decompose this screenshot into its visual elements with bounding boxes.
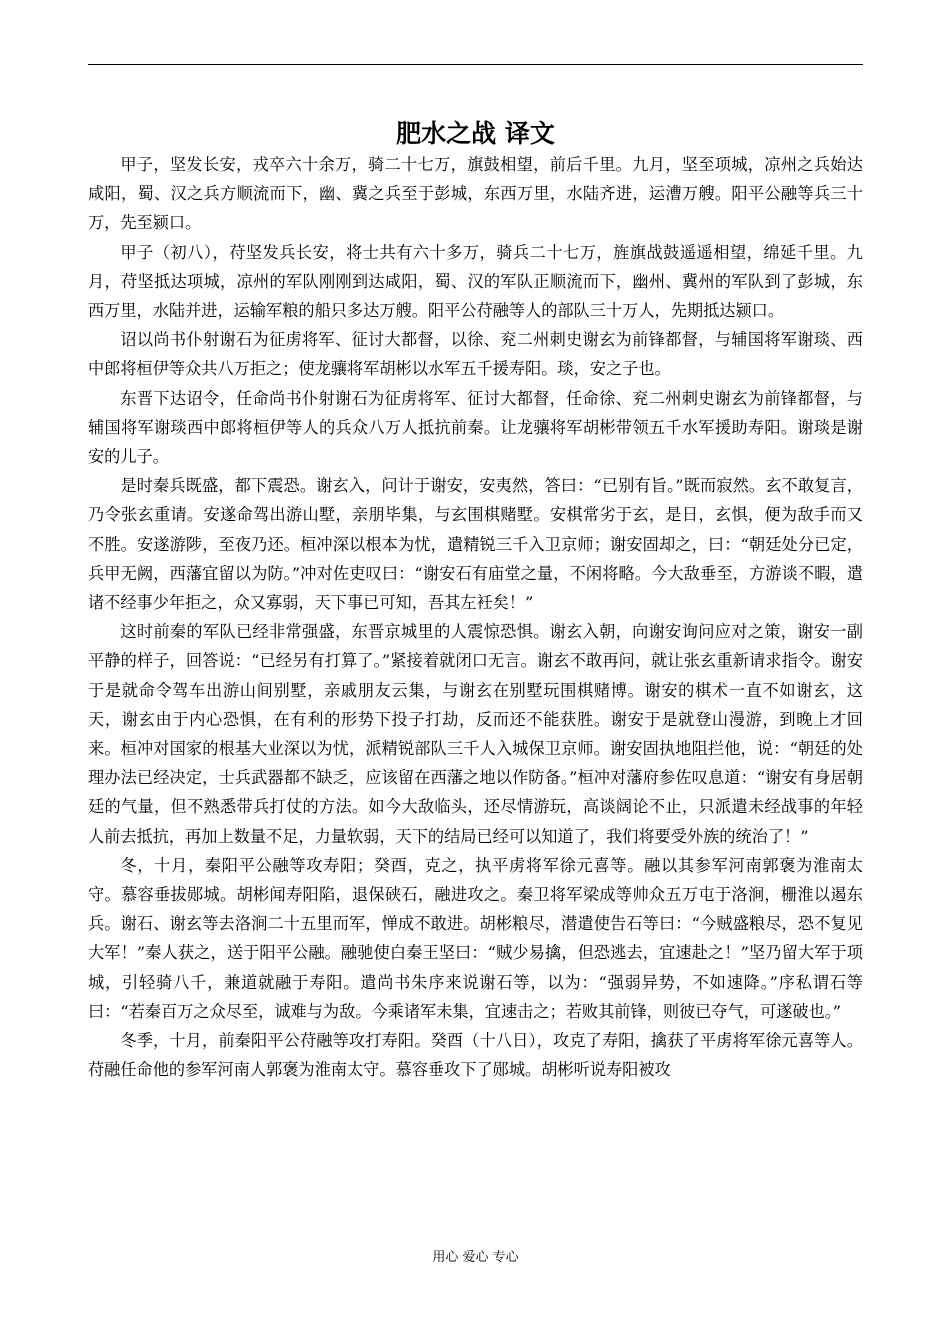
paragraph-translation-2: 东晋下达诏令，任命尚书仆射谢石为征虏将军、征讨大都督，任命徐、兖二州刺史谢玄为前锋都督，与辅国将军谢琰西中郎将桓伊等人的兵众八万人抵抗前秦。让龙骧将军胡彬带领五千水军援助寿阳。谢琰是谢安的儿子。 bbox=[88, 388, 863, 467]
paragraph-translation-3: 这时前秦的军队已经非常强盛，东晋京城里的人震惊恐惧。谢玄入朝，向谢安询问应对之策，谢安一副平静的样子，回答说：“已经另有打算了。”紧接着就闭口无言。谢玄不敢再问，就让张玄重新请求指令。谢安于是就命令驾车出游山间别墅，亲戚朋友云集，与谢玄在别墅玩围棋赌博。谢安的棋术一直不如谢玄，这天，谢玄由于内心恐惧，在有利的形势下投子打劫，反而还不能获胜。谢安于是就登山漫游，到晚上才回来。桓冲对国家的根基大业深以为忧，派精锐部队三千人入城保卫京师。谢安固执地阻拦他，说：“朝廷的处理办法已经决定，士兵武器都不缺乏，应该留在西藩之地以作防备。”桓冲对藩府参佐叹息道：“谢安有身居朝廷的气量，但不熟悉带兵打仗的方法。如今大敌临头，还尽情游玩，高谈阔论不止，只派遣未经战事的年轻人前去抵抗，再加上数量不足，力量软弱，天下的结局已经可以知道了，我们将要受外族的统治了！” bbox=[88, 622, 863, 846]
paragraph-translation-1: 甲子（初八），苻坚发兵长安，将士共有六十多万，骑兵二十七万，旌旗战鼓遥遥相望，绵延千里。九月，苻坚抵达项城，凉州的军队刚刚到达咸阳，蜀、汉的军队正顺流而下，幽州、冀州的军队到了彭城，东西万里，水陆并进，运输军粮的船只多达万艘。阳平公苻融等人的部队三十万人，先期抵达颍口。 bbox=[88, 242, 863, 321]
paragraph-original-2: 诏以尚书仆射谢石为征虏将军、征讨大都督，以徐、兖二州刺史谢玄为前锋都督，与辅国将军谢琰、西中郎将桓伊等众共八万拒之；使龙骧将军胡彬以水军五千援寿阳。琰，安之子也。 bbox=[88, 330, 863, 379]
paragraph-original-3: 是时秦兵既盛，都下震恐。谢玄入，问计于谢安，安夷然，答曰：“已别有旨。”既而寂然。玄不敢复言，乃令张玄重请。安遂命驾出游山墅，亲朋毕集，与玄围棋赌墅。安棋常劣于玄，是日，玄惧，便为敌手而又不胜。安遂游陟，至夜乃还。桓冲深以根本为忧，遣精锐三千入卫京师；谢安固却之，曰：“朝廷处分已定，兵甲无阙，西藩宜留以为防。”冲对佐吏叹曰：“谢安石有庙堂之量，不闲将略。今大敌垂至，方游谈不暇，遣诸不经事少年拒之，众又寡弱，天下事已可知，吾其左衽矣！” bbox=[88, 476, 863, 613]
document-body bbox=[88, 150, 863, 1085]
header-rule bbox=[88, 64, 863, 65]
page-title: 肥水之战 译文 bbox=[396, 119, 555, 148]
paragraph-original-1: 甲子，坚发长安，戎卒六十余万，骑二十七万，旗鼓相望，前后千里。九月，坚至项城，凉州之兵始达咸阳，蜀、汉之兵方顺流而下，幽、冀之兵至于彭城，东西万里，水陆齐进，运漕万艘。阳平公融等兵三十万，先至颍口。 bbox=[88, 155, 863, 233]
page-footer: 用心 爱心 专心 bbox=[432, 1250, 519, 1265]
paragraph-original-4: 冬，十月，秦阳平公融等攻寿阳；癸酉，克之，执平虏将军徐元喜等。融以其参军河南郭褒为淮南太守。慕容垂拔郧城。胡彬闻寿阳陷，退保硖石，融进攻之。秦卫将军梁成等帅众五万屯于洛涧，栅淮以遏东兵。谢石、谢玄等去洛涧二十五里而军，惮成不敢进。胡彬粮尽，潜遣使告石等曰：“今贼盛粮尽，恐不复见大军！”秦人获之，送于阳平公融。融驰使白秦王坚曰：“贼少易擒，但恐逃去，宜速赴之！”坚乃留大军于项城，引轻骑八千，兼道就融于寿阳。遣尚书朱序来说谢石等，以为：“强弱异势，不如速降。”序私谓石等曰：“若秦百万之众尽至，诚难与为敌。今乘诸军未集，宜速击之；若败其前锋，则彼已夺气，可遂破也。” bbox=[88, 855, 863, 1021]
paragraph-translation-4: 冬季，十月，前秦阳平公苻融等攻打寿阳。癸酉（十八日），攻克了寿阳，擒获了平虏将军徐元喜等人。苻融任命他的参军河南人郭褒为淮南太守。慕容垂攻下了郧城。胡彬听说寿阳被攻 bbox=[88, 1031, 863, 1080]
